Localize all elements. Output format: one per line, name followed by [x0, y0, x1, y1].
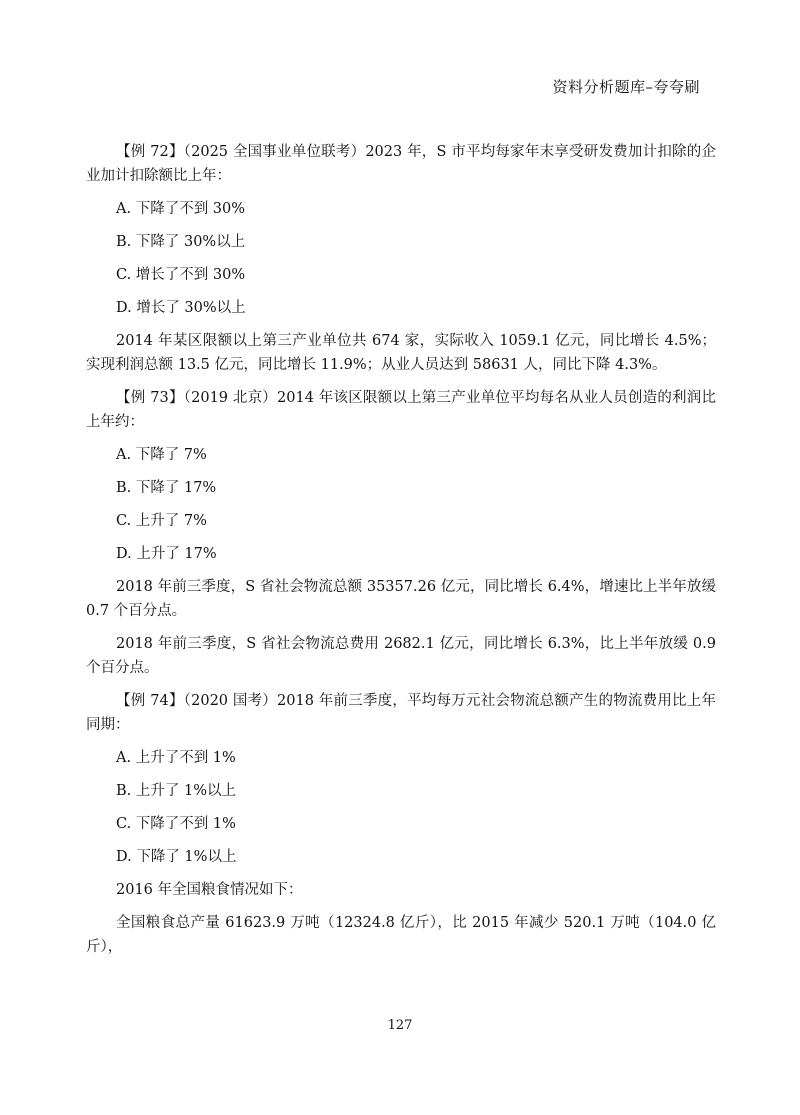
material-paragraph: 2016 年全国粮食情况如下：	[116, 882, 303, 898]
question-74-option-a: A. 上升了不到 1%	[116, 750, 236, 766]
material-paragraph: 2014 年某区限额以上第三产业单位共 674 家，实际收入 1059.1 亿元，同比增长 4.5%；实现利润总额 13.5 亿元，同比增长 11.9%；从业人员达到 58631 人，同比下降 4.3%。	[86, 333, 716, 373]
material-paragraph: 2018 年前三季度，S 省社会物流总额 35357.26 亿元，同比增长 6.4%，增速比上半年放缓 0.7 个百分点。	[86, 579, 716, 619]
material-paragraph: 全国粮食总产量 61623.9 万吨（12324.8 亿斤），比 2015 年减少 520.1 万吨（104.0 亿斤），	[86, 915, 716, 955]
question-72-stem: 【例 72】（2025 全国事业单位联考）2023 年，S 市平均每家年末享受研发费加计扣除的企业加计扣除额比上年：	[86, 144, 716, 184]
question-74-stem: 【例 74】（2020 国考）2018 年前三季度，平均每万元社会物流总额产生的物流费用比上年同期：	[86, 693, 716, 733]
question-73-option-d: D. 上升了 17%	[116, 546, 217, 562]
question-72-option-a: A. 下降了不到 30%	[116, 201, 246, 217]
page-number: 127	[387, 1018, 413, 1033]
question-72-option-c: C. 增长了不到 30%	[116, 267, 246, 283]
question-74-option-b: B. 上升了 1%以上	[116, 783, 236, 799]
question-74-option-d: D. 下降了 1%以上	[116, 849, 237, 865]
material-paragraph: 2018 年前三季度，S 省社会物流总费用 2682.1 亿元，同比增长 6.3%，比上半年放缓 0.9 个百分点。	[86, 636, 716, 676]
question-72-option-b: B. 下降了 30%以上	[116, 234, 246, 250]
question-74-option-c: C. 下降了不到 1%	[116, 816, 236, 832]
document-body	[86, 140, 716, 959]
question-73-option-c: C. 上升了 7%	[116, 513, 207, 529]
question-73-option-a: A. 下降了 7%	[116, 447, 207, 463]
question-73-option-b: B. 下降了 17%	[116, 480, 217, 496]
question-73-stem: 【例 73】（2019 北京）2014 年该区限额以上第三产业单位平均每名从业人员创造的利润比上年约：	[86, 390, 716, 430]
header-title: 资料分析题库–夸夸刷	[552, 78, 700, 96]
question-72-option-d: D. 增长了 30%以上	[116, 300, 246, 316]
